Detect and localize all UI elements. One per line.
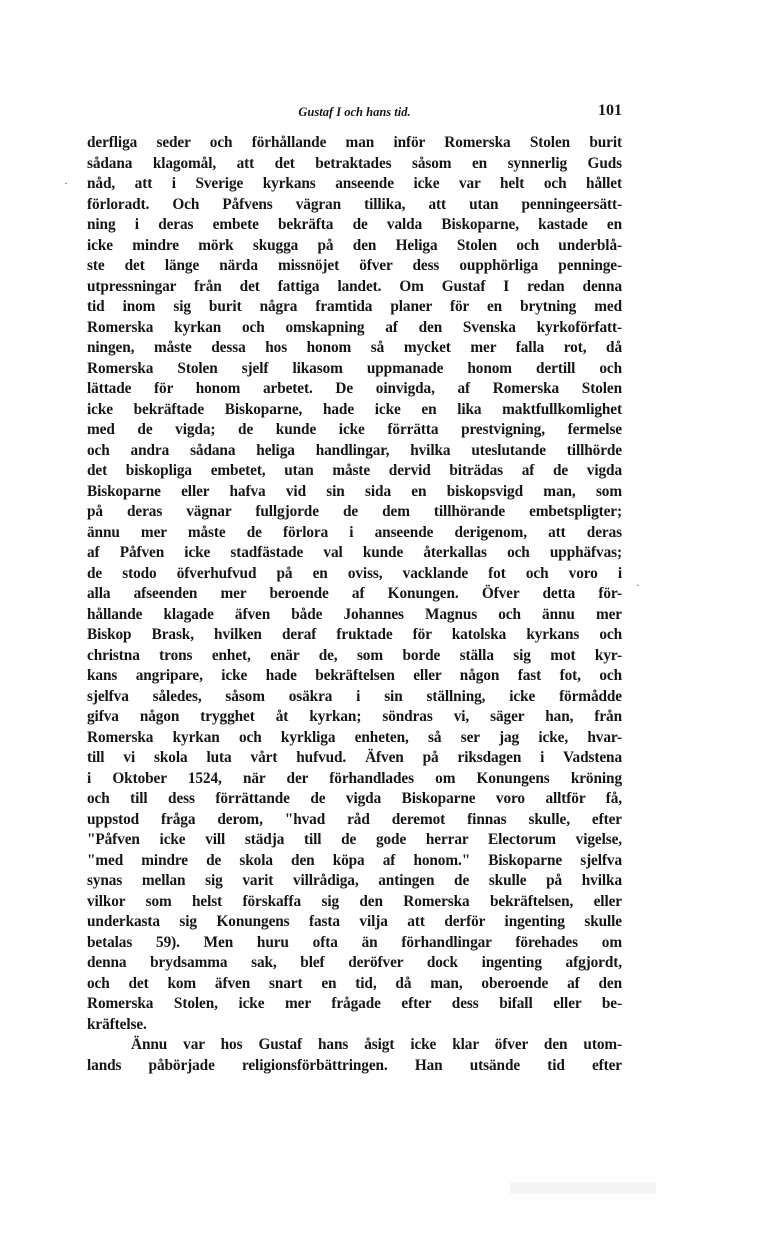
text-line: sådana klagomål, att det betraktades såsom en synnerlig Guds — [87, 154, 622, 172]
text-line: hållande klagade äfven både Johannes Magnus och ännu mer — [87, 605, 622, 623]
text-line: till vi skola luta vårt hufvud. Äfven på riksdagen i Vadstena — [87, 749, 622, 766]
text-line: gifva någon trygghet åt kyrkan; söndras vi, säger han, från — [87, 708, 622, 725]
running-title: Gustaf I och hans tid. — [298, 105, 411, 119]
text-line: utpressningar från det fattiga landet. Om Gustaf I redan denna — [87, 277, 622, 295]
text-line: derfliga seder och förhållande man inför Romerska Stolen burit — [87, 134, 622, 151]
text-line: i Oktober 1524, när der förhandlades om Konungens kröning — [87, 769, 622, 787]
text-line: Romerska kyrkan och kyrkliga enheten, så ser jag icke, hvar- — [87, 728, 622, 746]
text-line: Ännu var hos Gustaf hans åsigt icke klar öfver den utom- — [131, 1036, 622, 1053]
text-line: uppstod fråga derom, "hvad råd deremot finnas skulle, efter — [87, 810, 622, 828]
text-line: underkasta sig Konungens fasta vilja att derför ingenting skulle — [87, 913, 622, 930]
page-number: 101 — [598, 102, 622, 119]
text-line: betalas 59). Men huru ofta än förhandlingar förehades om — [87, 933, 622, 951]
margin-mark: · — [636, 578, 640, 592]
text-line: icke mindre mörk skugga på den Heliga Stolen och underblå- — [87, 236, 622, 254]
body-text — [87, 133, 622, 1076]
text-line: kräftelse. — [87, 1015, 147, 1033]
library-stamp-watermark — [508, 1176, 658, 1200]
text-line: kans angripare, icke hade bekräftelsen eller någon fast fot, och — [87, 667, 622, 684]
text-line: det biskopliga embetet, utan måste dervid biträdas af de vigda — [87, 462, 622, 479]
running-head — [87, 101, 622, 123]
text-line: vilkor som helst förskaffa sig den Romerska bekräftelsen, eller — [87, 892, 622, 910]
text-line: lands påbörjade religionsförbättringen. Han utsände tid efter — [87, 1056, 622, 1074]
text-line: af Påfven icke stadfästade val kunde återkallas och upphäfvas; — [87, 544, 622, 561]
text-line: christna trons enhet, enär de, som borde ställa sig mot kyr- — [87, 646, 622, 664]
text-line: tid inom sig burit några framtida planer för en brytning med — [87, 298, 622, 315]
text-line: nåd, att i Sverige kyrkans anseende icke var helt och hållet — [87, 175, 622, 192]
text-line: Romerska kyrkan och omskapning af den Svenska kyrkoförfatt- — [87, 318, 622, 336]
text-line: "Påfven icke vill städja till de gode herrar Electorum vigelse, — [87, 831, 622, 848]
text-line: denna brydsamma sak, blef deröfver dock ingenting afgjordt, — [87, 954, 622, 971]
text-line: lättade för honom arbetet. De oinvigda, af Romerska Stolen — [87, 380, 622, 397]
text-line: synas mellan sig varit villrådiga, antingen de skulle på hvilka — [87, 872, 622, 889]
text-line: alla afseenden mer beroende af Konungen. Öfver detta för- — [87, 585, 622, 602]
text-line: Romerska Stolen sjelf likasom uppmanade honom dertill och — [87, 359, 622, 377]
text-line: Romerska Stolen, icke mer frågade efter dess bifall eller be- — [87, 995, 622, 1012]
text-line: ännu mer måste de förlora i anseende derigenom, att deras — [87, 523, 622, 541]
text-line: Biskop Brask, hvilken deraf fruktade för katolska kyrkans och — [87, 626, 622, 643]
text-line: "med mindre de skola den köpa af honom." Biskoparne sjelfva — [87, 851, 622, 869]
text-line: ningen, måste dessa hos honom så mycket mer falla rot, då — [87, 339, 622, 356]
text-line: Biskoparne eller hafva vid sin sida en biskopsvigd man, som — [87, 482, 622, 500]
text-line: icke bekräftade Biskoparne, hade icke en lika maktfullkomlighet — [87, 400, 622, 418]
text-line: och andra sådana heliga handlingar, hvilka uteslutande tillhörde — [87, 441, 622, 459]
text-line: och till dess förrättande de vigda Biskoparne voro alltför få, — [87, 790, 622, 807]
text-line: ste det länge närda missnöjet öfver dess oupphörliga penninge- — [87, 257, 622, 274]
text-line: sjelfva således, såsom osäkra i sin ställning, icke förmådde — [87, 687, 622, 705]
margin-mark: · — [64, 176, 68, 190]
text-line: förloradt. Och Påfvens vägran tillika, att utan penningeersätt- — [87, 195, 622, 213]
text-line: med de vigda; de kunde icke förrätta prestvigning, fermelse — [87, 421, 622, 438]
text-line: ning i deras embete bekräfta de valda Biskoparne, kastade en — [87, 216, 622, 233]
text-line: de stodo öfverhufvud på en oviss, vacklande fot och voro i — [87, 564, 622, 582]
text-line: på deras vägnar fullgjorde de dem tillhörande embetspligter; — [87, 503, 622, 520]
text-line: och det kom äfven snart en tid, då man, oberoende af den — [87, 974, 622, 992]
